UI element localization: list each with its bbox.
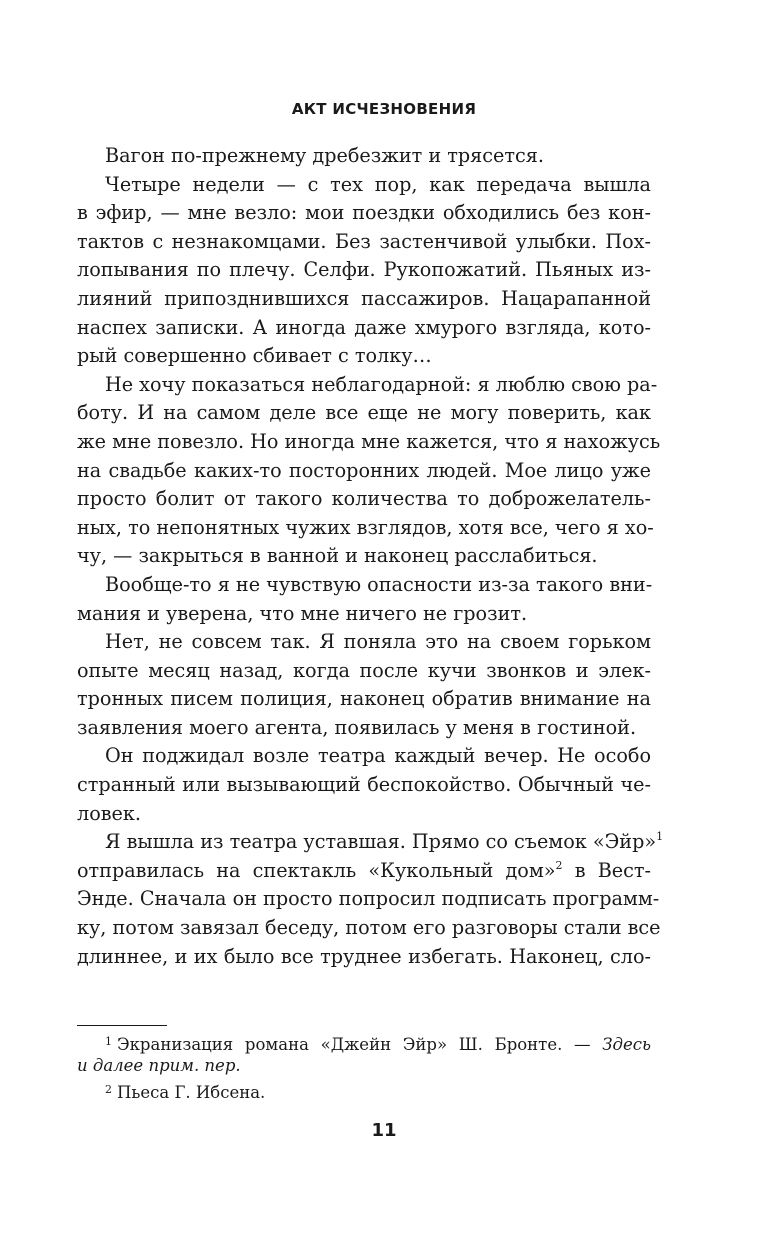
footnote-1 [77,1030,651,1054]
text-line: рый совершенно сбивает с толку… [77,344,432,368]
body-text [77,142,664,971]
text-line: Вообще-то я не чувствую опасности из-за такого вни- [105,572,653,596]
text-line: Он поджидал возле театра каждый вечер. Не особо [105,744,651,768]
text-line: мания и уверена, что мне ничего не грозит. [77,601,528,625]
footnotes [77,1025,651,1102]
text-line: ловек. [77,801,141,825]
footnote-ref-2: 2 [555,858,563,872]
text-line: Вагон по-прежнему дребезжит и трясется. [105,144,544,167]
text-line [77,857,651,886]
text-line: заявления моего агента, появилась у меня в гостиной. [77,715,637,739]
text-line: просто болит от такого количества то доброжелатель- [77,487,651,511]
text-line: в эфир, — мне везло: мои поездки обходились без кон- [77,201,651,225]
text-line: ных, то непонятных чужих взглядов, хотя все, чего я хо- [77,515,654,539]
text-segment: отправилась на спектакль «Кукольный дом» [77,858,556,882]
text-line: тактов с незнакомцами. Без застенчивой улыбки. Пох- [77,229,651,253]
footnote-ref-1: 1 [656,830,664,844]
text-line: ку, потом завязал беседу, потом его разговоры стали все [77,916,661,940]
text-line: опыте месяц назад, когда после кучи звонков и элек- [77,658,651,682]
text-line [77,828,664,857]
text-line: боту. И на самом деле все еще не могу поверить, как [77,401,651,425]
text-line: тронных писем полиция, наконец обратив внимание на [77,687,651,711]
text-line: же мне повезло. Но иногда мне кажется, что я нахожусь [77,429,661,453]
page-number: 11 [371,1120,397,1141]
text-line: Четыре недели — с тех пор, как передача вышла [105,172,651,196]
text-line: длиннее, и их было все труднее избегать. Наконец, сло- [77,944,651,968]
text-line: Не хочу показаться неблагодарной: я люблю свою ра- [105,372,658,396]
footnote-number: 2 [105,1083,112,1096]
text-line: лияний припозднившихся пассажиров. Нацарапанной [77,286,651,310]
footnote-text: Экранизация романа «Джейн Эйр» Ш. Бронте. — [117,1035,591,1054]
text-line: Нет, не совсем так. Я поняла это на своем горьком [105,630,651,654]
text-segment: в Вест- [562,858,651,882]
footnote-number: 1 [105,1035,112,1048]
text-line: Энде. Сначала он просто попросил подписать программ- [77,887,660,911]
footnote-divider [77,1025,167,1026]
text-line: странный или вызывающий беспокойство. Обычный че- [77,773,651,797]
text-line: на свадьбе каких-то посторонних людей. Мое лицо уже [77,458,651,482]
footnote-italic: Здесь [602,1035,651,1054]
text-line: чу, — закрыться в ванной и наконец расслабиться. [77,544,598,568]
footnote-1-continuation: и далее прим. пер. [77,1056,241,1075]
footnote-text: Пьеса Г. Ибсена. [117,1083,266,1102]
text-line: наспех записки. А иногда даже хмурого взгляда, кото- [77,315,651,339]
text-line: лопывания по плечу. Селфи. Рукопожатий. Пьяных из- [77,258,651,282]
running-header: АКТ ИСЧЕЗНОВЕНИЯ [291,100,477,118]
footnote-2 [77,1078,651,1102]
text-segment: Я вышла из театра уставшая. Прямо со съемок «Эйр» [105,830,657,854]
